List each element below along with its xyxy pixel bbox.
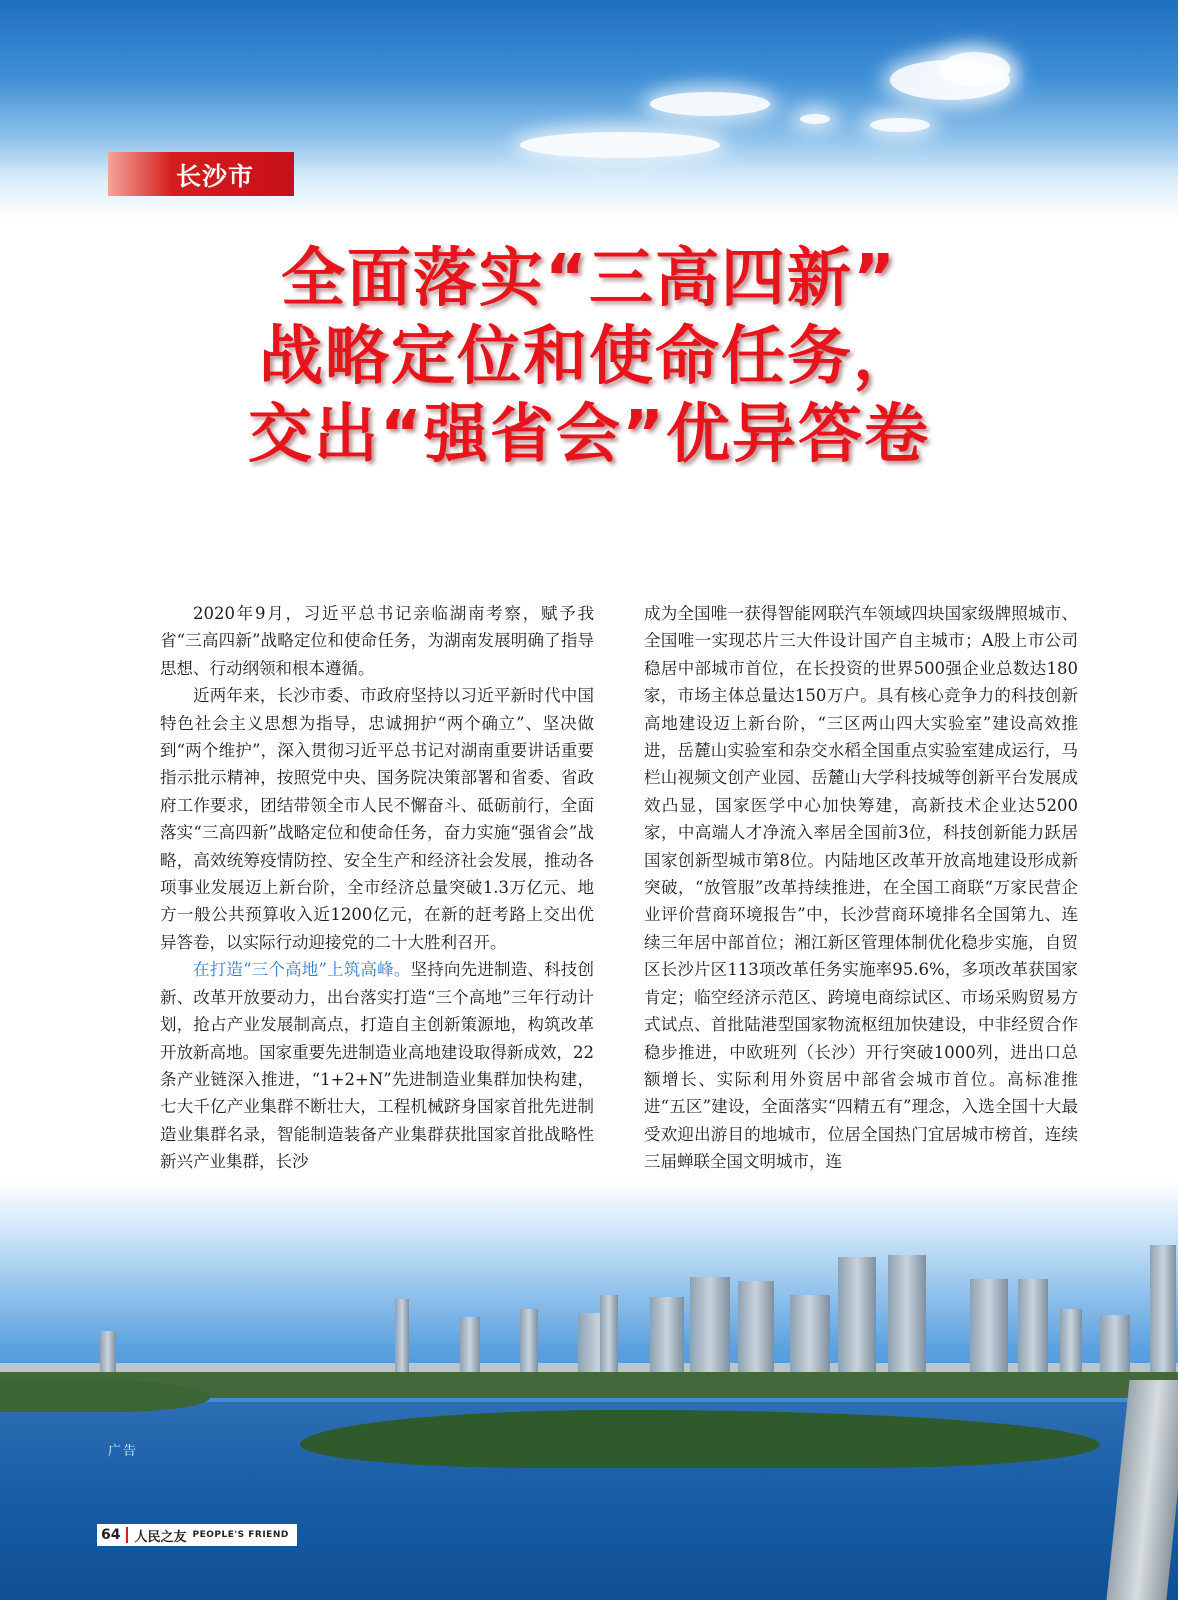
- article-column-left: [160, 600, 594, 1176]
- ad-label: 广告: [108, 1444, 139, 1459]
- article-column-right: [644, 600, 1078, 1176]
- paragraph-highlight: 在打造“三个高地”上筑高峰。: [193, 960, 411, 980]
- section-tag-label: 长沙市: [176, 162, 255, 191]
- headline-line-3: 交出“强省会”优异答卷: [247, 398, 931, 472]
- paragraph: 近两年来，长沙市委、市政府坚持以习近平新时代中国特色社会主义思想为指导，忠诚拥护“两个确立”、坚决做到“两个维护”，深入贯彻习近平总书记对湖南重要讲话重要指示批示精神，按照党中央、国务院决策部署和省委、省政府工作要求，团结带领全市人民不懈奋斗、砥砺前行，全面落实“三高四新”战略定位和使命任务，奋力实施“强省会”战略，高效统筹疫情防控、安全生产和经济社会发展，推动各项事业发展迈上新台阶，全市经济总量突破1.3万亿元、地方一般公共预算收入近1200亿元，在新的赶考路上交出优异答卷，以实际行动迎接党的二十大胜利召开。: [160, 686, 594, 952]
- island-left: [0, 1380, 210, 1412]
- paragraph: [160, 956, 594, 1175]
- headline-line-1: 全面落实“三高四新”: [280, 242, 898, 316]
- magazine-name-en: PEOPLE'S FRIEND: [192, 1530, 289, 1540]
- page-footer: [97, 1524, 297, 1546]
- magazine-name-cn: 人民之友: [134, 1529, 187, 1545]
- paragraph: 2020年9月，习近平总书记亲临湖南考察，赋予我省“三高四新”战略定位和使命任务，为湖南发展明确了指导思想、行动纲领和根本遵循。: [160, 604, 594, 678]
- section-tag: [108, 152, 294, 196]
- headline-line-2: 战略定位和使命任务，: [259, 320, 919, 394]
- page-number: 64: [101, 1527, 121, 1543]
- paragraph-text: 坚持向先进制造、科技创新、改革开放要动力，出台落实打造“三个高地”三年行动计划，抢占产业发展制高点，打造自主创新策源地，构筑改革开放新高地。国家重要先进制造业高地建设取得新成效，22条产业链深入推进，“1+2+N”先进制造业集群加快构建，七大千亿产业集群不断壮大，工程机械跻身国家首批先进制造业集群名录，智能制造装备产业集群获批国家首批战略性新兴产业集群，长沙: [160, 960, 595, 1172]
- paragraph: 成为全国唯一获得智能网联汽车领域四块国家级牌照城市、全国唯一实现芯片三大件设计国产自主城市；A股上市公司稳居中部城市首位，在长投资的世界500强企业总数达180家，市场主体总量达150万户。具有核心竞争力的科技创新高地建设迈上新台阶，“三区两山四大实验室”建设高效推进，岳麓山实验室和杂交水稻全国重点实验室建成运行，马栏山视频文创产业园、岳麓山大学科技城等创新平台发展成效凸显，国家医学中心加快筹建，高新技术企业达5200家，中高端人才净流入率居全国前3位，科技创新能力跃居国家创新型城市第8位。内陆地区改革开放高地建设形成新突破，“放管服”改革持续推进，在全国工商联“万家民营企业评价营商环境报告”中，长沙营商环境排名全国第九、连续三年居中部首位；湘江新区管理体制优化稳步实施，自贸区长沙片区113项改革任务实施率95.6%，多项改革获国家肯定；临空经济示范区、跨境电商综试区、市场采购贸易方式试点、首批陆港型国家物流枢纽加快建设，中非经贸合作稳步推进，中欧班列（长沙）开行突破1000列，进出口总额增长、实际利用外资居中部省会城市首位。高标准推进“五区”建设，全面落实“四精五有”理念，入选全国十大最受欢迎出游目的地城市，位居全国热门宜居城市榜首，连续三届蝉联全国文明城市，连: [644, 604, 1078, 1172]
- headline: [0, 240, 1178, 474]
- footer-divider: [126, 1527, 128, 1543]
